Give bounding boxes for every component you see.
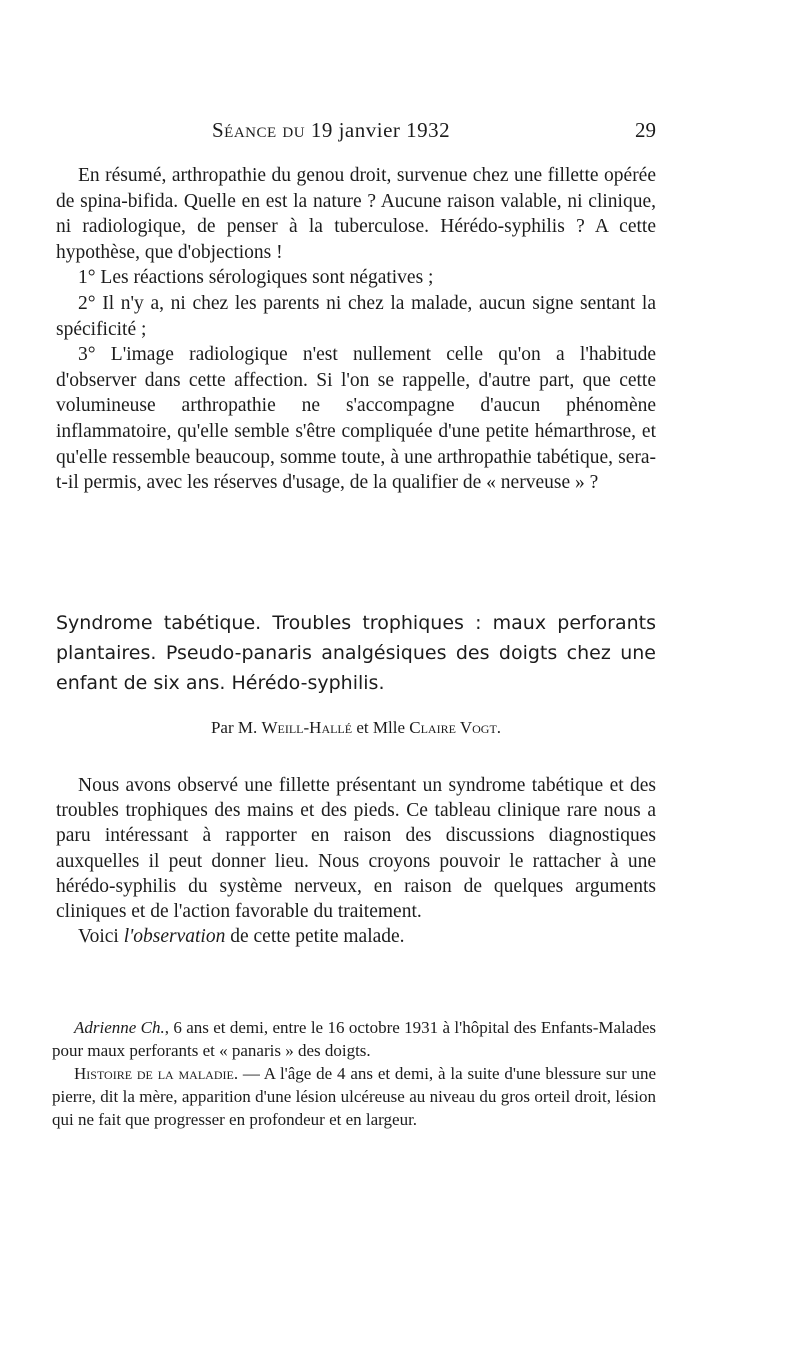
- observation-emphasis: l'observation: [123, 926, 226, 948]
- patient-details: , 6 ans et demi, entre le 16 octobre 1931 à l'hôpital des Enfants-Malades pour maux perforants et « panaris » des doigts.: [52, 1018, 656, 1060]
- paragraph: Nous avons observé une fillette présentant un syndrome tabétique et des troubles trophiques des mains et des pieds. Ce tableau clinique rare nous a paru intéressant à rapporter en raison des discussions diagnostiques auxquelles il peut donner lieu. Nous croyons pouvoir le rattacher à une hérédo-syphilis du système nerveux, en raison de quelques arguments cliniques et de l'action favorable du traitement.: [56, 775, 656, 923]
- byline-author-1: Weill-Hallé: [261, 718, 353, 737]
- article-body: [56, 773, 656, 949]
- patient-paragraph: [52, 1016, 656, 1062]
- observation-suffix: de cette petite malade.: [225, 926, 405, 948]
- running-head-date: 19 janvier 1932: [310, 118, 451, 142]
- running-head-seance: Séance du: [212, 118, 306, 142]
- paragraph: 1° Les réactions sérologiques sont négatives ;: [78, 267, 434, 289]
- conclusion-section: [56, 163, 656, 496]
- byline-par: Par M.: [210, 718, 258, 737]
- observation-line: [56, 924, 656, 949]
- article-title: Syndrome tabétique. Troubles trophiques : maux perforants plantaires. Pseudo-panaris analgésiques des doigts chez une enfant de six ans. Hérédo-syphilis.: [56, 612, 656, 694]
- history-label: Histoire de la maladie.: [74, 1064, 239, 1083]
- observation-section: [52, 1016, 656, 1131]
- paragraph: 3° L'image radiologique n'est nullement celle qu'on a l'habitude d'observer dans cette affection. Si l'on se rappelle, d'autre part, que cette volumineuse arthropathie ne s'accompagne d'aucun phénomène inflammatoire, qu'elle semble s'être compliquée d'une petite hémarthrose, et qu'elle ressemble beaucoup, somme toute, à une arthropathie tabétique, sera-t-il permis, avec les réserves d'usage, de la qualifier de « nerveuse » ?: [56, 344, 656, 494]
- observation-prefix: Voici: [78, 926, 124, 948]
- history-text: — A l'âge de 4 ans et demi, à la suite d'une blessure sur une pierre, dit la mère, apparition d'une lésion ulcéreuse au niveau du gros orteil droit, lésion qui ne fait que progresser en profondeur et en largeur.: [52, 1064, 656, 1129]
- patient-name: Adrienne Ch.: [74, 1018, 165, 1037]
- byline: [56, 718, 656, 738]
- page-number: 29: [635, 118, 656, 142]
- running-head: [212, 118, 658, 143]
- byline-et: et Mlle: [356, 718, 405, 737]
- byline-author-2: Claire Vogt.: [409, 718, 502, 737]
- paragraph: 2° Il n'y a, ni chez les parents ni chez la malade, aucun signe sentant la spécificité ;: [56, 292, 656, 340]
- paragraph: En résumé, arthropathie du genou droit, survenue chez une fillette opérée de spina-bifida. Quelle en est la nature ? Aucune raison valable, ni clinique, ni radiologique, de penser à la tuberculose. Hérédo-syphilis ? A cette hypothèse, que d'objections !: [56, 165, 656, 263]
- history-paragraph: [52, 1062, 656, 1131]
